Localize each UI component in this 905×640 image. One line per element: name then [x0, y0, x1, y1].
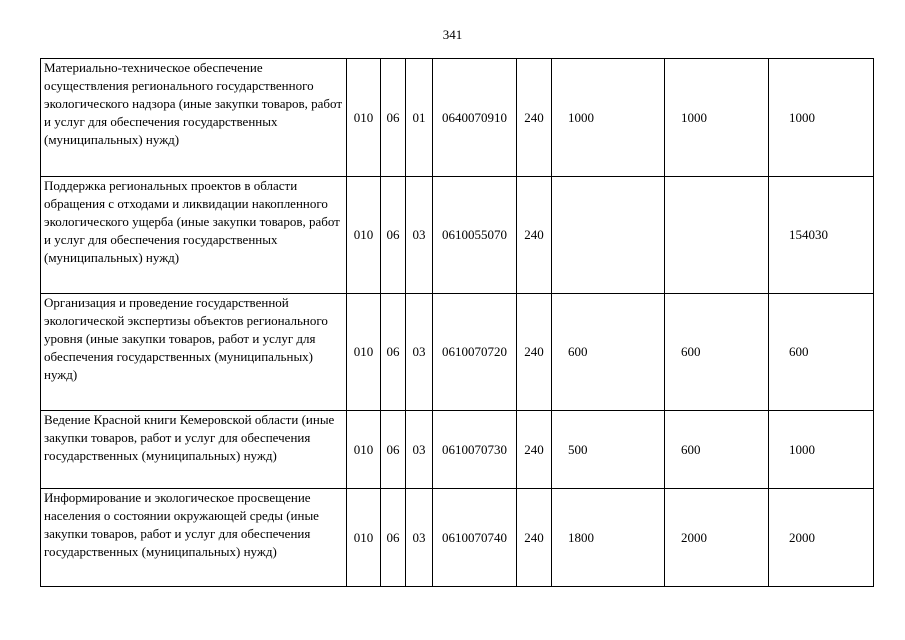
- amount-year-3: 2000: [769, 489, 874, 587]
- amount-year-2: 2000: [665, 489, 769, 587]
- subsection-detail-code: 03: [406, 411, 433, 489]
- amount-year-2: 600: [665, 294, 769, 411]
- target-article-code: 0610070720: [433, 294, 517, 411]
- table-row: [41, 489, 874, 587]
- table-row: [41, 294, 874, 411]
- amount-year-3: 600: [769, 294, 874, 411]
- table-row: [41, 177, 874, 294]
- amount-year-3: 1000: [769, 59, 874, 177]
- expense-type-code: 240: [517, 489, 552, 587]
- budget-table: [40, 58, 874, 587]
- section-code: 010: [347, 294, 381, 411]
- section-code: 010: [347, 177, 381, 294]
- expense-type-code: 240: [517, 294, 552, 411]
- subsection-code: 06: [381, 411, 406, 489]
- row-name: Материально-техническое обеспечение осуществления регионального государственного экологического надзора (иные закупки товаров, работ и услуг для обеспечения государственных (муниципальных) нужд): [41, 59, 347, 177]
- amount-year-3: 154030: [769, 177, 874, 294]
- subsection-code: 06: [381, 294, 406, 411]
- amount-year-2: 600: [665, 411, 769, 489]
- row-name: Поддержка региональных проектов в области обращения с отходами и ликвидации накопленного экологического ущерба (иные закупки товаров, работ и услуг для обеспечения государственных (муниципальных) нужд): [41, 177, 347, 294]
- row-name: Информирование и экологическое просвещение населения о состоянии окружающей среды (иные закупки товаров, работ и услуг для обеспечения государственных (муниципальных) нужд): [41, 489, 347, 587]
- subsection-code: 06: [381, 489, 406, 587]
- table-row: [41, 411, 874, 489]
- row-name: Организация и проведение государственной экологической экспертизы объектов регионального уровня (иные закупки товаров, работ и услуг для обеспечения государственных (муниципальных) нужд): [41, 294, 347, 411]
- row-name: Ведение Красной книги Кемеровской области (иные закупки товаров, работ и услуг для обеспечения государственных (муниципальных) нужд): [41, 411, 347, 489]
- amount-year-1: 1000: [552, 59, 665, 177]
- target-article-code: 0610070730: [433, 411, 517, 489]
- amount-year-1: 600: [552, 294, 665, 411]
- subsection-detail-code: 03: [406, 489, 433, 587]
- expense-type-code: 240: [517, 411, 552, 489]
- section-code: 010: [347, 489, 381, 587]
- amount-year-1: 500: [552, 411, 665, 489]
- section-code: 010: [347, 59, 381, 177]
- subsection-detail-code: 03: [406, 294, 433, 411]
- amount-year-2: 1000: [665, 59, 769, 177]
- expense-type-code: 240: [517, 59, 552, 177]
- section-code: 010: [347, 411, 381, 489]
- target-article-code: 0640070910: [433, 59, 517, 177]
- expense-type-code: 240: [517, 177, 552, 294]
- subsection-code: 06: [381, 177, 406, 294]
- page-number: 341: [442, 27, 463, 42]
- subsection-code: 06: [381, 59, 406, 177]
- amount-year-1: 1800: [552, 489, 665, 587]
- amount-year-3: 1000: [769, 411, 874, 489]
- amount-year-1: [552, 177, 665, 294]
- subsection-detail-code: 01: [406, 59, 433, 177]
- target-article-code: 0610070740: [433, 489, 517, 587]
- table-row: [41, 59, 874, 177]
- amount-year-2: [665, 177, 769, 294]
- subsection-detail-code: 03: [406, 177, 433, 294]
- target-article-code: 0610055070: [433, 177, 517, 294]
